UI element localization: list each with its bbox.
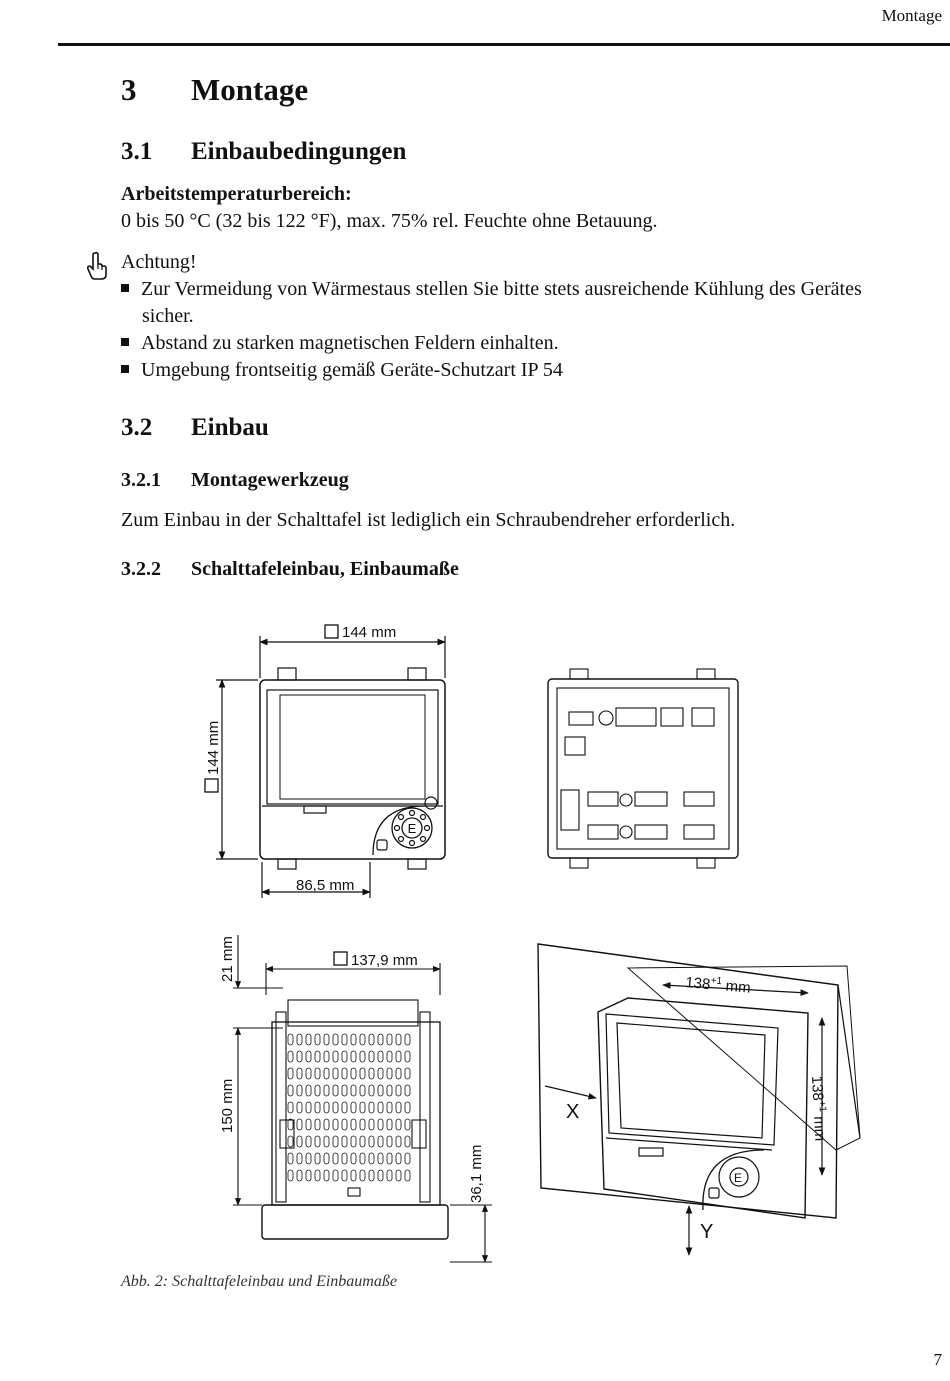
bullet-square bbox=[121, 284, 129, 292]
vent-slot bbox=[288, 1034, 293, 1045]
vent-slot bbox=[369, 1034, 374, 1045]
vent-slot bbox=[396, 1051, 401, 1062]
cutout-height-base: 138 bbox=[808, 1075, 827, 1102]
vent-slot bbox=[288, 1102, 293, 1113]
vent-slot bbox=[378, 1068, 383, 1079]
vent-slot bbox=[360, 1051, 365, 1062]
rear-view bbox=[548, 669, 738, 868]
vent-slot bbox=[306, 1136, 311, 1147]
bullet-item bbox=[121, 278, 862, 301]
vent-slot bbox=[342, 1136, 347, 1147]
vent-slot bbox=[333, 1136, 338, 1147]
side-top-label: 21 mm bbox=[219, 936, 236, 982]
vent-slot bbox=[351, 1068, 356, 1079]
cutout-height-unit: mm bbox=[810, 1115, 829, 1142]
vent-slot bbox=[324, 1034, 329, 1045]
vent-slot bbox=[342, 1034, 347, 1045]
vent-slot bbox=[369, 1170, 374, 1181]
vent-slot bbox=[306, 1051, 311, 1062]
chapter-title-text: Montage bbox=[191, 72, 309, 107]
vent-slot bbox=[324, 1136, 329, 1147]
vent-slot bbox=[306, 1102, 311, 1113]
pointing-hand-icon bbox=[86, 251, 108, 281]
vent-slot bbox=[360, 1153, 365, 1164]
vent-slot bbox=[342, 1085, 347, 1096]
vent-slot bbox=[378, 1085, 383, 1096]
vent-slot bbox=[396, 1170, 401, 1181]
side-width-label: 137,9 mm bbox=[351, 952, 418, 969]
vent-slot bbox=[387, 1085, 392, 1096]
vent-slot bbox=[405, 1102, 410, 1113]
vent-slot bbox=[333, 1119, 338, 1130]
vent-slot bbox=[369, 1119, 374, 1130]
subsection-number: 3.2.1 bbox=[121, 469, 161, 491]
front-view bbox=[205, 625, 445, 898]
chapter-number: 3 bbox=[121, 72, 137, 107]
vent-slot bbox=[351, 1170, 356, 1181]
vent-slot bbox=[387, 1102, 392, 1113]
vent-slot bbox=[405, 1085, 410, 1096]
vent-slot bbox=[360, 1034, 365, 1045]
vent-slot bbox=[369, 1136, 374, 1147]
vent-slot bbox=[351, 1119, 356, 1130]
vent-slot bbox=[387, 1153, 392, 1164]
section-number: 3.2 bbox=[121, 414, 153, 441]
vent-slot bbox=[369, 1153, 374, 1164]
vent-slot bbox=[369, 1068, 374, 1079]
cutout-width-base: 138 bbox=[684, 974, 712, 994]
section-3-2-heading bbox=[121, 414, 269, 442]
side-view-labels bbox=[219, 936, 485, 1203]
vent-slot bbox=[333, 1153, 338, 1164]
vent-slot bbox=[396, 1034, 401, 1045]
subsection-title: Schalttafeleinbau, Einbaumaße bbox=[191, 558, 459, 580]
vent-slot bbox=[288, 1170, 293, 1181]
vent-slot bbox=[387, 1051, 392, 1062]
subsection-3-2-2-heading bbox=[121, 558, 459, 581]
bullet-square bbox=[121, 365, 129, 373]
vent-slot bbox=[405, 1136, 410, 1147]
vent-slot bbox=[405, 1034, 410, 1045]
subsection-number: 3.2.2 bbox=[121, 558, 161, 580]
vent-slot bbox=[324, 1102, 329, 1113]
vent-slot bbox=[333, 1051, 338, 1062]
vent-slot bbox=[369, 1102, 374, 1113]
vent-slot bbox=[342, 1102, 347, 1113]
front-width-label: 144 mm bbox=[342, 624, 397, 641]
vent-slot bbox=[297, 1102, 302, 1113]
temp-range-label: Arbeitstemperaturbereich: bbox=[121, 183, 352, 205]
vent-slot bbox=[306, 1068, 311, 1079]
temp-range-text: 0 bis 50 °C (32 bis 122 °F), max. 75% rel. Feuchte ohne Betauung. bbox=[121, 210, 658, 232]
vent-slot bbox=[360, 1136, 365, 1147]
vent-slot bbox=[315, 1068, 320, 1079]
bullet-item bbox=[121, 359, 563, 382]
side-view bbox=[233, 935, 492, 1262]
bullet-square bbox=[121, 338, 129, 346]
vent-slot bbox=[315, 1034, 320, 1045]
vent-slot bbox=[315, 1136, 320, 1147]
vent-slot bbox=[333, 1102, 338, 1113]
vent-slot bbox=[396, 1119, 401, 1130]
vent-slot bbox=[387, 1170, 392, 1181]
section-title: Einbaubedingungen bbox=[191, 138, 407, 165]
vent-slot bbox=[387, 1068, 392, 1079]
running-header: Montage bbox=[881, 6, 942, 25]
vent-slot bbox=[288, 1136, 293, 1147]
vent-slot bbox=[342, 1051, 347, 1062]
side-view-vents bbox=[288, 1034, 410, 1181]
header-rule bbox=[58, 43, 950, 46]
vent-slot bbox=[306, 1034, 311, 1045]
vent-slot bbox=[360, 1170, 365, 1181]
section-title: Einbau bbox=[191, 414, 269, 441]
cutout-height-label bbox=[808, 1075, 829, 1141]
vent-slot bbox=[306, 1170, 311, 1181]
vent-slot bbox=[351, 1085, 356, 1096]
vent-slot bbox=[369, 1085, 374, 1096]
vent-slot bbox=[351, 1051, 356, 1062]
cutout-height-tolerance: +1 bbox=[816, 1100, 828, 1113]
cutout-width-unit: mm bbox=[724, 977, 752, 997]
vent-slot bbox=[369, 1051, 374, 1062]
vent-slot bbox=[333, 1068, 338, 1079]
vent-slot bbox=[360, 1085, 365, 1096]
axis-x-label: X bbox=[566, 1101, 580, 1123]
vent-slot bbox=[306, 1085, 311, 1096]
vent-slot bbox=[405, 1051, 410, 1062]
vent-slot bbox=[288, 1051, 293, 1062]
bullet-item bbox=[121, 332, 559, 355]
vent-slot bbox=[351, 1034, 356, 1045]
vent-slot bbox=[387, 1119, 392, 1130]
vent-slot bbox=[297, 1051, 302, 1062]
vent-slot bbox=[360, 1102, 365, 1113]
vent-slot bbox=[315, 1051, 320, 1062]
vent-slot bbox=[315, 1153, 320, 1164]
vent-slot bbox=[288, 1119, 293, 1130]
vent-slot bbox=[324, 1085, 329, 1096]
caution-title: Achtung! bbox=[121, 251, 197, 273]
vent-slot bbox=[396, 1153, 401, 1164]
vent-slot bbox=[378, 1102, 383, 1113]
axis-y-label: Y bbox=[700, 1221, 714, 1243]
bullet-continuation: sicher. bbox=[142, 305, 194, 327]
subsection-title: Montagewerkzeug bbox=[191, 469, 349, 491]
vent-slot bbox=[351, 1153, 356, 1164]
vent-slot bbox=[297, 1170, 302, 1181]
vent-slot bbox=[378, 1051, 383, 1062]
chapter-title bbox=[121, 72, 308, 108]
bullet-text: Abstand zu starken magnetischen Feldern einhalten. bbox=[141, 332, 559, 354]
vent-slot bbox=[342, 1119, 347, 1130]
subsection-3-2-1-heading bbox=[121, 469, 349, 492]
vent-slot bbox=[351, 1136, 356, 1147]
vent-slot bbox=[405, 1170, 410, 1181]
front-height-label: 144 mm bbox=[205, 720, 222, 775]
vent-slot bbox=[387, 1136, 392, 1147]
vent-slot bbox=[324, 1153, 329, 1164]
vent-slot bbox=[360, 1068, 365, 1079]
vent-slot bbox=[351, 1102, 356, 1113]
vent-slot bbox=[306, 1119, 311, 1130]
vent-slot bbox=[378, 1153, 383, 1164]
side-depth-label: 150 mm bbox=[219, 1078, 236, 1133]
vent-slot bbox=[378, 1034, 383, 1045]
vent-slot bbox=[297, 1034, 302, 1045]
front-depth-label: 86,5 mm bbox=[296, 877, 355, 894]
vent-slot bbox=[387, 1034, 392, 1045]
figure-caption: Abb. 2: Schalttafeleinbau und Einbaumaße bbox=[121, 1273, 397, 1290]
front-view-labels bbox=[205, 624, 417, 894]
cutout-width-label bbox=[685, 973, 752, 997]
vent-slot bbox=[405, 1153, 410, 1164]
bullet-text: Umgebung frontseitig gemäß Geräte-Schutzart IP 54 bbox=[141, 359, 563, 381]
vent-slot bbox=[360, 1119, 365, 1130]
vent-slot bbox=[315, 1170, 320, 1181]
vent-slot bbox=[297, 1085, 302, 1096]
vent-slot bbox=[333, 1085, 338, 1096]
section-3-1-heading bbox=[121, 138, 406, 166]
vent-slot bbox=[297, 1119, 302, 1130]
vent-slot bbox=[297, 1136, 302, 1147]
vent-slot bbox=[297, 1153, 302, 1164]
vent-slot bbox=[324, 1170, 329, 1181]
vent-slot bbox=[324, 1119, 329, 1130]
tool-text: Zum Einbau in der Schalttafel ist lediglich ein Schraubendreher erforderlich. bbox=[121, 509, 736, 531]
vent-slot bbox=[315, 1102, 320, 1113]
vent-slot bbox=[342, 1153, 347, 1164]
cutout-width-tolerance: +1 bbox=[710, 975, 723, 988]
vent-slot bbox=[396, 1085, 401, 1096]
vent-slot bbox=[306, 1153, 311, 1164]
vent-slot bbox=[396, 1102, 401, 1113]
vent-slot bbox=[288, 1085, 293, 1096]
vent-slot bbox=[405, 1119, 410, 1130]
page-number: 7 bbox=[933, 1350, 942, 1369]
vent-slot bbox=[405, 1068, 410, 1079]
section-number: 3.1 bbox=[121, 138, 153, 165]
bullet-text: Zur Vermeidung von Wärmestaus stellen Sie bitte stets ausreichende Kühlung des Gerätes bbox=[141, 278, 862, 300]
vent-slot bbox=[333, 1170, 338, 1181]
cutout-enter-key-label: E bbox=[733, 1171, 743, 1185]
vent-slot bbox=[288, 1153, 293, 1164]
side-front-label: 36,1 mm bbox=[468, 1144, 485, 1203]
vent-slot bbox=[315, 1119, 320, 1130]
vent-slot bbox=[315, 1085, 320, 1096]
vent-slot bbox=[396, 1136, 401, 1147]
vent-slot bbox=[396, 1068, 401, 1079]
vent-slot bbox=[324, 1068, 329, 1079]
vent-slot bbox=[378, 1136, 383, 1147]
vent-slot bbox=[342, 1068, 347, 1079]
vent-slot bbox=[324, 1051, 329, 1062]
vent-slot bbox=[342, 1170, 347, 1181]
mounting-diagram bbox=[0, 600, 950, 1270]
vent-slot bbox=[378, 1170, 383, 1181]
vent-slot bbox=[378, 1119, 383, 1130]
enter-key-label: E bbox=[407, 821, 417, 836]
vent-slot bbox=[333, 1034, 338, 1045]
vent-slot bbox=[288, 1068, 293, 1079]
vent-slot bbox=[297, 1068, 302, 1079]
